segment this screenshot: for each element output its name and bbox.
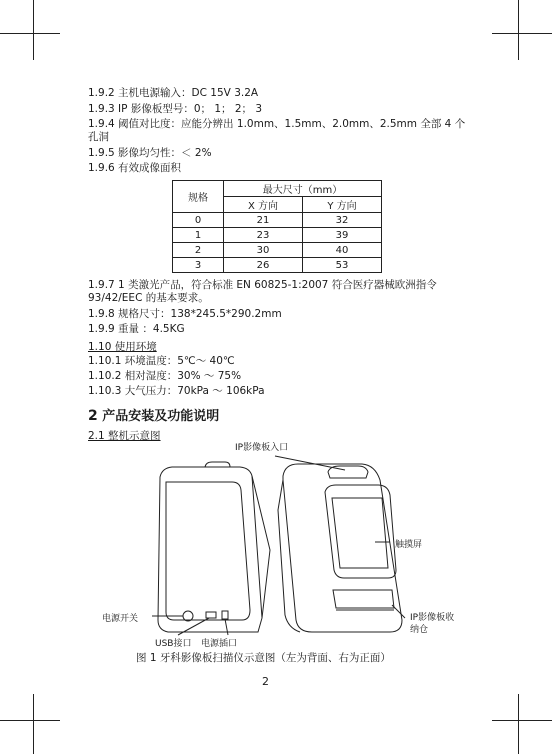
table-header: 规格 [173,181,224,213]
table-row [173,243,382,258]
power-switch-label: 电源开关 [102,614,139,624]
imaging-area-table [172,180,382,273]
table-row [173,258,382,273]
page-number: 2 [262,675,269,688]
touchscreen-label: 触摸屏 [395,540,423,550]
spec-line: 1.9.6 有效成像面积 [88,162,182,174]
figure-caption: 图 1 牙科影像板扫描仪示意图（左为背面、右为正面） [136,652,391,664]
table-cell: 0 [173,213,224,228]
table-cell: 53 [303,258,382,273]
spec-line: 1.9.2 主机电源输入：DC 15V 3.2A [88,87,259,99]
section-heading [88,405,219,424]
crop-mark [33,0,34,60]
crop-mark [518,694,519,754]
table-cell: 39 [303,228,382,243]
section-number: 2 [88,408,98,424]
crop-mark [0,720,60,721]
spec-line: 1.9.4 阈值对比度：应能分辨出 1.0mm、1.5mm、2.0mm、2.5mm 全部 4 个孔洞 [88,118,466,143]
ip-storage-label: IP影像板收纳仓 [410,613,455,635]
crop-mark [33,694,34,754]
crop-mark [0,33,60,34]
table-header: X 方向 [224,197,303,213]
spec-line: 1.10.1 环境温度：5℃～ 40℃ [88,355,235,367]
subheading: 1.10 使用环境 [88,341,157,353]
table-cell: 26 [224,258,303,273]
table-cell: 2 [173,243,224,258]
usb-port-icon [206,612,216,618]
spec-line: 1.9.5 影像均匀性：＜ 2% [88,147,212,159]
table-cell: 21 [224,213,303,228]
section-title: 产品安装及功能说明 [102,409,220,424]
power-socket-label: 电源插口 [201,639,238,649]
table-header: Y 方向 [303,197,382,213]
spec-line: 1.9.9 重量 ：4.5KG [88,323,185,335]
crop-mark [492,720,552,721]
spec-line: 1.9.3 IP 影像板型号：0； 1； 2； 3 [88,103,263,115]
table-header: 最大尺寸（mm） [224,181,382,197]
device-back-view [158,462,270,632]
table-row [173,228,382,243]
crop-mark [492,33,552,34]
table-cell: 23 [224,228,303,243]
usb-label: USB接口 [155,639,192,649]
spec-line: 1.10.3 大气压力：70kPa ～ 106kPa [88,385,265,397]
ip-entry-label: IP影像板入口 [235,443,289,453]
table-cell: 30 [224,243,303,258]
table-cell: 40 [303,243,382,258]
spec-line: 1.9.7 1 类激光产品，符合标准 EN 60825-1:2007 符合医疗器械欧洲指令 93/42/EEC 的基本要求。 [88,279,437,304]
table-cell: 32 [303,213,382,228]
spec-line: 1.10.2 相对湿度：30% ～ 75% [88,370,242,382]
subheading: 2.1 整机示意图 [88,430,161,442]
table-row [173,213,382,228]
table-cell: 1 [173,228,224,243]
crop-mark [518,0,519,60]
table-cell: 3 [173,258,224,273]
device-front-view [278,464,402,632]
power-socket-icon [222,611,228,619]
spec-line: 1.9.8 规格尺寸：138*245.5*290.2mm [88,308,282,320]
